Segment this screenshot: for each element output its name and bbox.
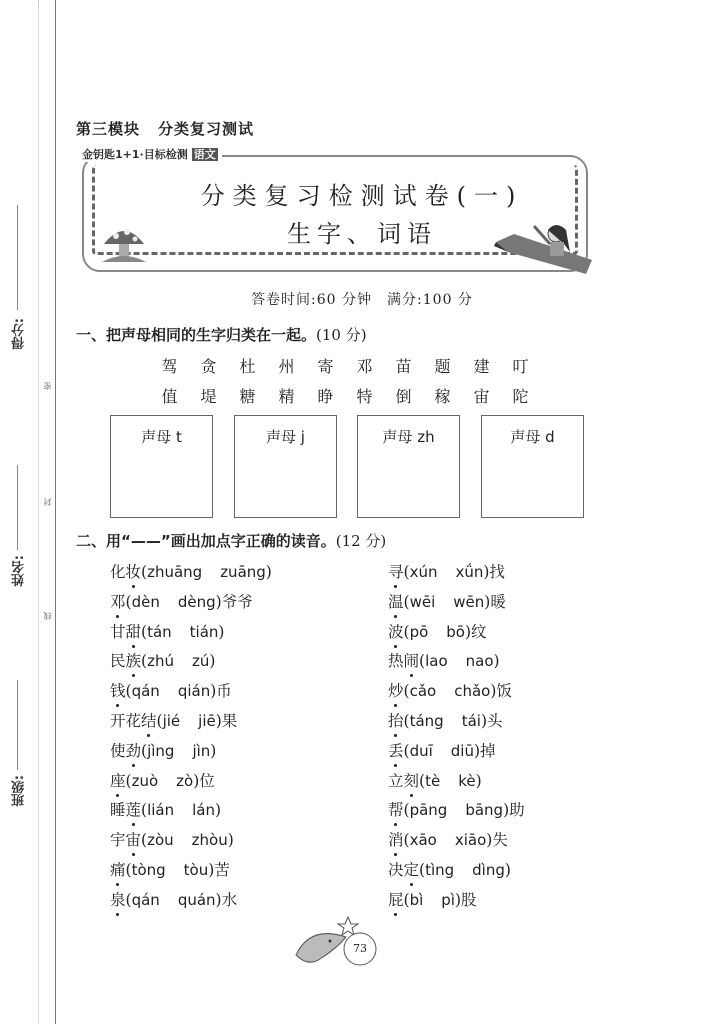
name-label: 姓名: [12,555,27,587]
character: 杜 [239,357,256,376]
paren: ( [141,741,148,760]
pinyin-option-b[interactable]: wēn [453,592,485,611]
pinyin-option-a[interactable]: tè [425,771,441,790]
pinyin-item [110,679,232,701]
paren: ) [486,831,493,850]
character: 稼 [434,387,451,406]
word-prefix-wrap [388,798,404,820]
word-prefix: 抬 [388,712,404,730]
word-suffix: 爷爷 [221,592,253,611]
paren: ) [464,622,472,641]
word-prefix-wrap [388,769,419,791]
paren: ) [490,682,497,701]
emphasis-dot [116,794,119,797]
q2-points: (12 分) [335,532,387,550]
pinyin-item [388,888,477,910]
pinyin-option-b[interactable]: qián [177,682,211,701]
seal-mi: 密 [43,382,52,390]
pinyin-option-b[interactable]: zhòu [191,831,228,850]
word-prefix-wrap [388,828,404,850]
pinyin-option-a[interactable]: táng [409,712,444,730]
seal-xian: 线 [43,612,52,620]
character: 邓 [356,357,373,376]
paren: ( [403,622,410,641]
pinyin-option-a[interactable]: jié [162,712,181,730]
paren: ) [215,712,222,730]
word-prefix-wrap [110,560,141,582]
word-prefix-wrap [388,888,404,910]
pinyin-option-a[interactable]: lao [425,652,448,671]
pinyin-option-a[interactable]: pāng [409,801,448,820]
character: 苗 [395,357,412,376]
pinyin-option-b[interactable]: xǘn [455,563,484,581]
emphasis-dot [116,883,119,886]
paren: ( [419,652,426,671]
pinyin-item [110,560,272,582]
paren: ( [156,712,163,730]
pinyin-option-b[interactable]: xiāo [454,831,487,850]
word-prefix-wrap [388,858,419,880]
emphasis-dot [116,913,119,916]
pinyin-option-a[interactable]: qán [131,890,160,909]
paren: ( [141,831,148,850]
pinyin-item [110,798,221,820]
box-label: 声母 zh [382,428,435,446]
exam-subtitle: 生字、词语 [287,220,437,248]
score-label: 得分: [12,318,27,350]
pinyin-item [110,828,234,850]
word-suffix: 暖 [490,592,506,611]
pinyin-option-b[interactable]: tián [189,622,219,641]
char-row-2 [160,384,530,407]
paren: ) [503,801,510,820]
word-prefix-wrap [388,620,404,642]
word-suffix: 头 [487,712,503,730]
module-title [76,118,272,139]
character: 堤 [200,387,217,406]
pinyin-option-b[interactable]: zò [176,771,194,790]
word-prefix: 座 [110,771,126,790]
word-prefix: 邓 [110,592,126,611]
paren: ) [215,890,222,909]
pinyin-option-a[interactable]: tìng [425,861,455,879]
pinyin-option-b[interactable]: zuāng [220,563,266,581]
answer-box-zh[interactable] [357,415,460,518]
name-blank-line [17,465,18,550]
pinyin-item [388,828,508,850]
pinyin-option-a[interactable]: bì [409,890,424,909]
word-prefix: 立刻 [388,771,420,790]
class-label: 班级: [12,775,27,807]
exam-title: 分类复习检测试卷(一) [200,182,524,210]
paren: ( [419,771,426,790]
paren: ) [484,592,491,611]
paren: ) [483,563,490,581]
pinyin-item [110,709,237,731]
box-label: 声母 d [510,428,555,446]
word-prefix-wrap [388,679,404,701]
pinyin-item [110,858,230,880]
emphasis-dot [410,794,413,797]
brand-logo [78,146,222,162]
pinyin-option-a[interactable]: tòng [131,861,166,879]
character: 倒 [395,387,412,406]
word-suffix: 果 [221,712,238,730]
character: 宙 [473,387,490,406]
pinyin-option-a[interactable]: qán [131,682,160,701]
pinyin-option-b[interactable]: tái [461,712,481,730]
paren: ( [403,741,410,760]
paren: ( [419,861,426,879]
emphasis-dot [410,674,413,677]
pinyin-option-a[interactable]: cǎo [409,682,437,701]
paren: ) [215,592,222,611]
emphasis-dot [394,764,397,767]
word-prefix: 温 [388,592,404,611]
pinyin-option-b[interactable]: diū [450,741,474,760]
box-label: 声母 j [266,428,305,446]
pinyin-option-a[interactable]: duī [409,741,433,760]
emphasis-dot [394,913,397,916]
word-prefix-wrap [110,679,126,701]
emphasis-dot [394,853,397,856]
word-prefix: 宇宙 [110,831,142,850]
paren: ( [125,682,132,701]
emphasis-dot [394,823,397,826]
pinyin-option-b[interactable]: chǎo [454,682,491,701]
paren: ( [141,652,148,671]
seal-feng: 封 [43,498,52,506]
pinyin-option-b[interactable]: dìng [472,861,505,879]
pinyin-option-a[interactable]: lián [147,801,175,820]
word-prefix: 开花结 [110,712,157,730]
paren: ) [493,652,500,671]
subject-badge: 语文 [193,148,216,161]
emphasis-dot [132,823,135,826]
pinyin-option-a[interactable]: zhuāng [147,563,203,581]
paren: ( [403,801,410,820]
margin-dotted-line [38,0,39,1024]
word-prefix: 使劲 [110,741,142,760]
character: 驾 [161,357,178,376]
word-prefix: 睡莲 [110,801,142,820]
pinyin-item [388,769,482,791]
emphasis-dot [394,704,397,707]
word-prefix: 消 [388,831,404,850]
paren: ( [403,682,410,701]
pinyin-item [388,679,512,701]
character: 睁 [317,387,334,406]
box-label: 声母 t [141,428,182,446]
word-prefix: 寻 [388,563,404,581]
module-name: 第三模块 [76,120,141,138]
paren: ) [454,890,462,909]
pinyin-option-b[interactable]: kè [458,771,476,790]
answer-box-d[interactable] [481,415,584,518]
word-prefix: 帮 [388,801,404,820]
word-prefix-wrap [388,709,404,731]
pinyin-option-a[interactable]: xāo [409,831,437,850]
word-prefix-wrap [110,649,141,671]
word-prefix: 决定 [388,861,420,879]
q2-text: 二、用“——”画出加点字正确的读音。 [76,532,336,550]
word-suffix: 饭 [496,682,512,701]
answer-box-t[interactable] [110,415,213,518]
q1-points: (10 分) [316,326,367,344]
word-prefix: 甘甜 [110,622,142,641]
pinyin-option-a[interactable]: zhú [147,652,174,671]
paren: ( [125,592,132,611]
pinyin-item [110,769,215,791]
word-prefix: 屁 [388,890,404,909]
margin-binding-line [55,0,56,1024]
char-row-1 [160,354,530,377]
paren: ( [403,712,410,730]
pinyin-option-b[interactable]: jiē [198,712,216,730]
word-prefix-wrap [110,709,157,731]
paren: ) [475,771,482,790]
word-prefix-wrap [110,888,126,910]
pinyin-option-b[interactable]: bāng [465,801,504,820]
word-suffix: 苦 [214,861,230,879]
pinyin-option-a[interactable]: dèn [131,592,160,611]
word-suffix: 水 [221,890,238,909]
word-suffix: 股 [461,890,477,909]
paren: ( [403,831,410,850]
pinyin-option-a[interactable]: xún [409,563,438,581]
word-prefix-wrap [110,739,141,761]
question-1-title [76,324,367,345]
word-prefix-wrap [110,798,141,820]
pinyin-item [388,858,511,880]
page-number: 73 [353,942,367,955]
word-suffix: 币 [216,682,232,701]
pinyin-option-a[interactable]: zuò [131,771,159,790]
paren: ) [480,712,487,730]
paren: ) [504,861,511,879]
emphasis-dot [394,645,397,648]
paren: ) [210,741,217,760]
class-blank-line [17,680,18,770]
emphasis-dot [132,764,135,767]
paren: ) [193,771,200,790]
word-prefix-wrap [388,649,419,671]
module-subtitle: 分类复习测试 [158,120,255,138]
word-suffix: 助 [509,801,525,820]
paren: ) [215,801,222,820]
word-prefix: 炒 [388,682,404,701]
word-prefix: 化妆 [110,563,142,581]
word-suffix: 位 [199,771,215,790]
emphasis-dot [132,853,135,856]
word-prefix-wrap [388,590,404,612]
word-suffix: 掉 [480,741,496,760]
emphasis-dot [116,615,119,618]
brand-text: 金钥匙1+1·目标检测 [82,148,188,161]
character: 值 [161,387,178,406]
pinyin-option-b[interactable]: jìn [192,741,211,760]
q1-text: 一、把声母相同的生字归类在一起。 [76,326,317,344]
pinyin-option-b[interactable]: lán [192,801,215,820]
paren: ) [265,563,272,581]
pinyin-option-b[interactable]: bō [446,622,465,641]
mushroom-illustration [100,222,148,266]
word-prefix-wrap [110,858,126,880]
answer-box-j[interactable] [234,415,337,518]
pinyin-option-a[interactable]: zòu [147,831,174,850]
pinyin-item [388,649,500,671]
character: 精 [278,387,295,406]
word-suffix: 失 [492,831,508,850]
pinyin-option-a[interactable]: jìng [147,741,175,760]
pinyin-item [110,888,237,910]
word-prefix-wrap [110,828,141,850]
paren: ( [141,563,148,581]
pinyin-option-b[interactable]: pì [441,890,455,909]
word-prefix: 波 [388,622,404,641]
character: 陀 [512,387,529,406]
question-2-title [76,530,386,551]
character: 特 [356,387,373,406]
paren: ( [141,622,148,641]
emphasis-dot [132,585,135,588]
pinyin-item [388,590,506,612]
emphasis-dot [394,585,397,588]
paren: ( [125,771,132,790]
pinyin-item [388,739,496,761]
word-suffix: 纹 [471,622,487,641]
pinyin-item [110,590,253,612]
paren: ( [125,861,132,879]
character: 建 [473,357,490,376]
character: 糖 [239,387,256,406]
pinyin-item [388,709,503,731]
character: 贪 [200,357,217,376]
paren: ( [403,592,410,611]
emphasis-dot [147,734,150,737]
word-prefix-wrap [110,620,141,642]
pinyin-option-b[interactable]: zú [191,652,210,671]
paren: ) [218,622,225,641]
pinyin-option-a[interactable]: tán [147,622,172,641]
character: 题 [434,357,451,376]
paren: ) [208,861,215,879]
word-prefix: 丢 [388,741,404,760]
paren: ) [210,682,217,701]
pinyin-option-a[interactable]: pō [409,622,429,641]
dolphin-page-badge [290,915,390,975]
paren: ( [125,890,132,909]
paren: ( [403,890,410,909]
pinyin-item [110,620,224,642]
word-prefix: 钱 [110,682,126,701]
word-prefix-wrap [388,739,404,761]
word-prefix-wrap [388,560,404,582]
word-prefix: 痛 [110,861,126,879]
pinyin-option-b[interactable]: tòu [183,861,209,879]
word-suffix: 找 [489,563,505,581]
emphasis-dot [394,734,397,737]
pinyin-option-b[interactable]: dèng [177,592,216,611]
paren: ( [403,563,410,581]
girl-on-pencil-illustration [494,222,594,277]
pinyin-item [388,798,525,820]
paren: ) [473,741,481,760]
pinyin-item [388,620,487,642]
exam-time-and-score: 答卷时间:60 分钟 满分:100 分 [251,292,473,308]
pinyin-item [110,649,215,671]
pinyin-item [110,739,216,761]
pinyin-option-b[interactable]: nao [465,652,494,671]
word-prefix: 泉 [110,890,126,909]
paren: ( [141,801,148,820]
emphasis-dot [132,674,135,677]
word-prefix-wrap [110,769,126,791]
pinyin-option-a[interactable]: wēi [409,592,436,611]
emphasis-dot [116,704,119,707]
emphasis-dot [132,645,135,648]
pinyin-item [388,560,505,582]
emphasis-dot [410,883,413,886]
word-prefix: 民族 [110,652,142,671]
word-prefix: 热闹 [388,652,420,671]
paren: ) [227,831,234,850]
word-prefix-wrap [110,590,126,612]
character: 叮 [512,357,529,376]
emphasis-dot [394,615,397,618]
character: 州 [278,357,295,376]
pinyin-option-b[interactable]: quán [177,890,216,909]
character: 寄 [317,357,334,376]
paren: ) [209,652,216,671]
